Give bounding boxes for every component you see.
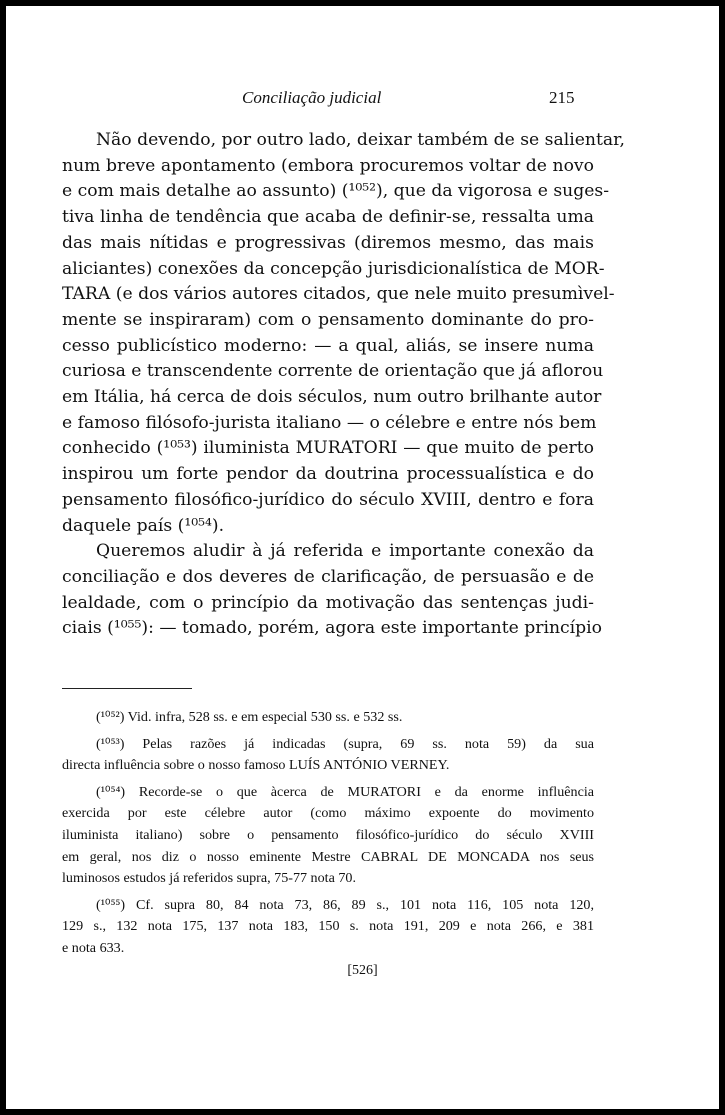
footnote-line: (¹⁰⁵⁵) Cf. supra 80, 84 nota 73, 86, 89 s., 101 nota 116, 105 nota 120, xyxy=(96,896,594,913)
footnote-line: directa influência sobre o nosso famoso LUÍS ANTÓNIO VERNEY. xyxy=(62,757,450,774)
footnote-line: 129 s., 132 nota 175, 137 nota 183, 150 s. nota 191, 209 e nota 266, e 381 xyxy=(62,918,594,935)
body-line: ciais (¹⁰⁵⁵): — tomado, porém, agora este importante princípio xyxy=(62,618,603,639)
book-page xyxy=(6,6,719,1109)
running-title: Conciliação judicial xyxy=(242,88,382,107)
body-line: Não devendo, por outro lado, deixar também de se salientar, xyxy=(96,130,625,150)
body-line: aliciantes) conexões da concepção jurisdicionalística de MOR- xyxy=(62,258,605,279)
body-line: em Itália, há cerca de dois séculos, num outro brilhante autor xyxy=(62,387,602,408)
body-line: pensamento filosófico-jurídico do século XVIII, dentro e fora xyxy=(62,489,594,510)
footnote-line: em geral, nos diz o nosso eminente Mestre CABRAL DE MONCADA nos seus xyxy=(62,848,594,865)
footnote-rule xyxy=(62,688,192,689)
body-line: conciliação e dos deveres de clarificação, de persuasão e de xyxy=(62,566,594,587)
page-header xyxy=(6,88,719,118)
page-number: 215 xyxy=(549,88,575,107)
footnote-line: iluminista italiano) sobre o pensamento filosófico-jurídico do século XVIII xyxy=(62,826,594,843)
body-line: lealdade, com o princípio da motivação das sentenças judi- xyxy=(62,592,594,613)
body-line: e com mais detalhe ao assunto) (¹⁰⁵²), que da vigorosa e suges- xyxy=(62,181,610,202)
body-line: e famoso filósofo-jurista italiano — o célebre e entre nós bem xyxy=(62,412,597,433)
body-line: curiosa e transcendente corrente de orientação que já aflorou xyxy=(62,361,604,382)
body-line: Queremos aludir à já referida e importante conexão da xyxy=(96,541,594,562)
footnote-line: (¹⁰⁵⁴) Recorde-se o que àcerca de MURATORI e da enorme influência xyxy=(96,783,594,800)
footnote-line: luminosos estudos já referidos supra, 75-77 nota 70. xyxy=(62,870,356,887)
footnotes xyxy=(62,707,594,960)
body-line: conhecido (¹⁰⁵³) iluminista MURATORI — que muito de perto xyxy=(62,438,594,459)
footnote-line: (¹⁰⁵³) Pelas razões já indicadas (supra, 69 ss. nota 59) da sua xyxy=(96,735,594,752)
footnote-line: (¹⁰⁵²) Vid. infra, 528 ss. e em especial 530 ss. e 532 ss. xyxy=(96,709,403,725)
body-line: daquele país (¹⁰⁵⁴). xyxy=(62,515,225,536)
body-line: inspirou um forte pendor da doutrina processualística e do xyxy=(62,464,594,485)
body-line: mente se inspiraram) com o pensamento dominante do pro- xyxy=(62,309,594,330)
folio-number: [526] xyxy=(347,963,378,978)
body-line: tiva linha de tendência que acaba de definir-se, ressalta uma xyxy=(62,207,594,228)
body-text xyxy=(62,128,625,642)
footnote-line: exercida por este célebre autor (como máximo expoente do movimento xyxy=(62,805,594,822)
body-line: TARA (e dos vários autores citados, que nele muito presumìvel- xyxy=(62,284,615,305)
body-line: das mais nítidas e progressivas (diremos mesmo, das mais xyxy=(62,232,594,253)
footnote-line: e nota 633. xyxy=(62,939,125,956)
body-line: cesso publicístico moderno: — a qual, aliás, se insere numa xyxy=(62,335,594,356)
body-line: num breve apontamento (embora procuremos voltar de novo xyxy=(62,155,594,176)
